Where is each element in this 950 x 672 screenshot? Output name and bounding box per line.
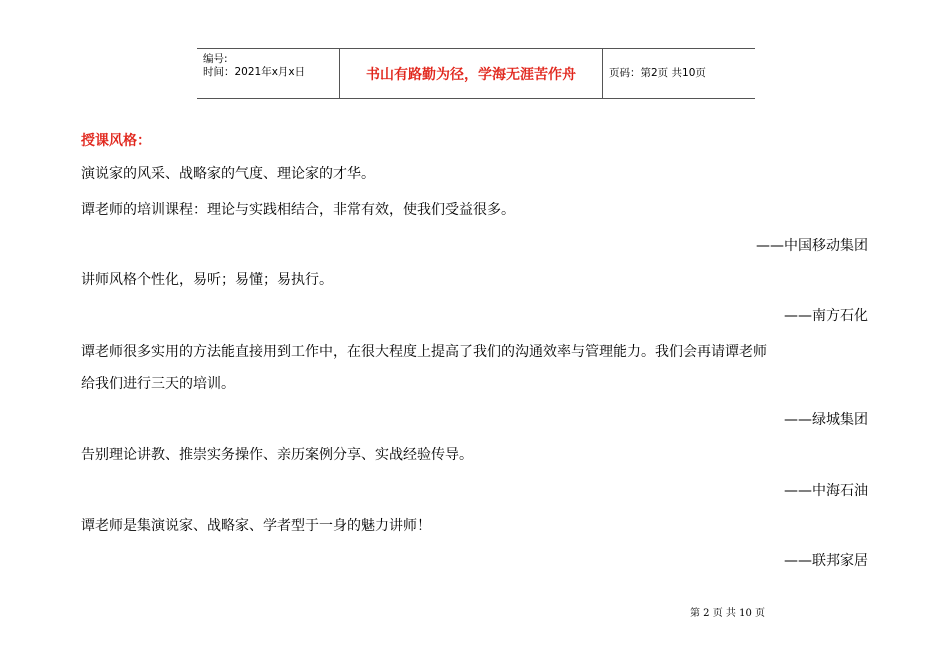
paragraph-line: 讲师风格个性化，易听；易懂；易执行。 [81, 272, 333, 288]
time-label: 时间：2021年x月x日 [203, 66, 306, 78]
page-code: 页码：第2页 共10页 [609, 67, 706, 79]
paragraph-line: 谭老师的培训课程：理论与实践相结合，非常有效，使我们受益很多。 [81, 202, 515, 218]
number-label: 编号: [203, 53, 228, 65]
paragraph-line: 谭老师很多实用的方法能直接用到工作中，在很大程度上提高了我们的沟通效率与管理能力。我们会再请谭老师 [81, 344, 767, 360]
header-page-cell [603, 49, 755, 98]
testimonial-source: ——南方石化 [784, 308, 868, 324]
testimonial-source: ——中国移动集团 [756, 238, 868, 254]
page-header [197, 48, 755, 99]
motto: 书山有路勤为径，学海无涯苦作舟 [366, 67, 576, 83]
paragraph-line: 给我们进行三天的培训。 [81, 376, 235, 392]
section-heading: 授课风格： [81, 133, 151, 149]
testimonial-source: ——联邦家居 [784, 553, 868, 569]
testimonial-source: ——中海石油 [784, 483, 868, 499]
paragraph-line: 演说家的风采、战略家的气度、理论家的才华。 [81, 166, 375, 182]
testimonial-source: ——绿城集团 [784, 412, 868, 428]
header-meta-cell [197, 49, 340, 98]
paragraph-line: 告别理论讲教、推崇实务操作、亲历案例分享、实战经验传导。 [81, 447, 473, 463]
header-motto-cell [340, 49, 603, 98]
page-footer: 第 2 页 共 10 页 [690, 608, 765, 619]
paragraph-line: 谭老师是集演说家、战略家、学者型于一身的魅力讲师！ [81, 518, 431, 534]
